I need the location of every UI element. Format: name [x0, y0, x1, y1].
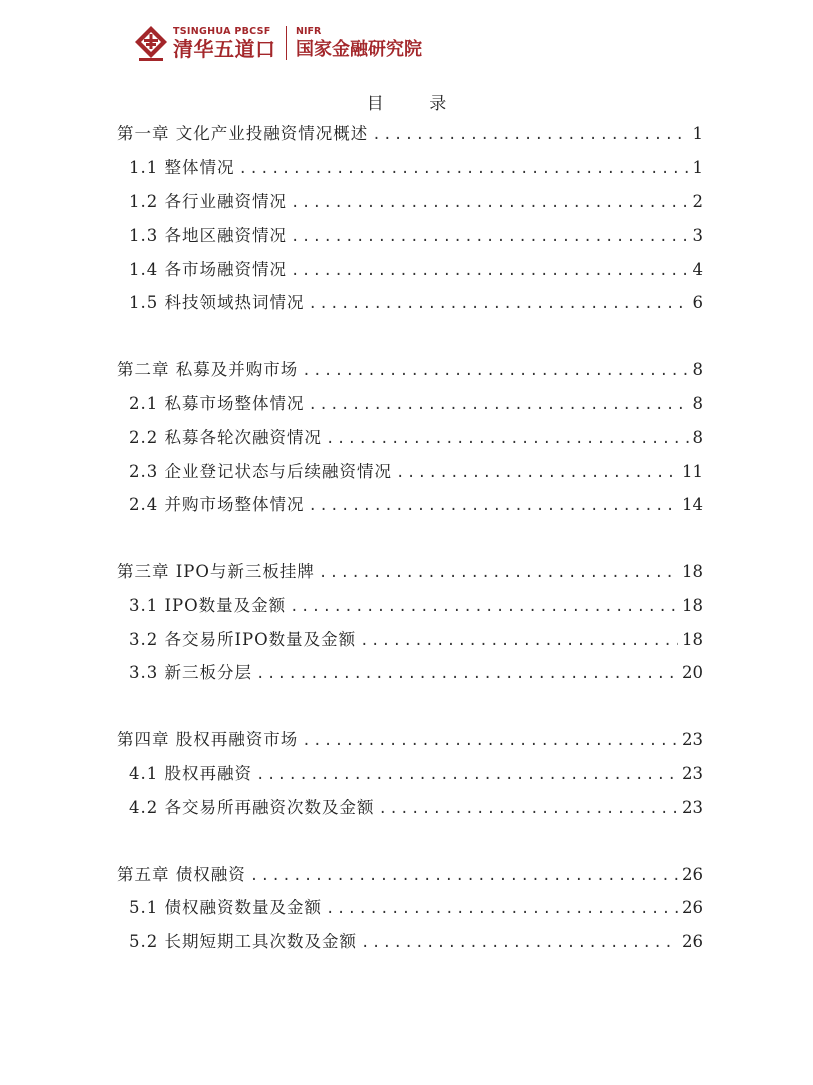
dot-leader	[291, 191, 689, 215]
toc-section-entry[interactable]	[129, 426, 703, 450]
toc-section-entry[interactable]	[129, 156, 703, 180]
toc-entry-label: 4.1 股权再融资	[129, 764, 252, 783]
toc-entry-label: 第三章 IPO与新三板挂牌	[117, 562, 315, 581]
toc-section-entry[interactable]	[129, 661, 703, 685]
toc-page-number: 20	[682, 663, 703, 682]
toc-chapter-entry[interactable]	[117, 728, 703, 752]
toc-page-number: 26	[682, 865, 703, 884]
toc-page-number: 1	[692, 158, 703, 177]
toc-page-number: 8	[692, 394, 703, 413]
dot-leader	[309, 393, 689, 417]
toc-entry-label: 3.2 各交易所IPO数量及金额	[129, 630, 357, 649]
toc-section-entry[interactable]	[129, 392, 703, 416]
institute-english-name: NIFR	[296, 26, 322, 38]
toc-entry-label: 3.3 新三板分层	[129, 663, 252, 682]
toc-chapter-entry[interactable]	[117, 560, 703, 584]
dot-leader	[361, 931, 678, 955]
toc-section-entry[interactable]	[129, 291, 703, 315]
toc-page-number: 18	[682, 562, 703, 581]
toc-section-entry[interactable]	[129, 190, 703, 214]
toc-page-number: 2	[692, 192, 703, 211]
dot-leader	[360, 629, 678, 653]
dot-leader	[291, 259, 689, 283]
toc-page-number: 1	[692, 124, 703, 143]
toc-section-entry[interactable]	[129, 460, 703, 484]
dot-leader	[326, 427, 689, 451]
toc-entry-label: 第四章 股权再融资市场	[117, 730, 299, 749]
toc-entry-label: 2.2 私募各轮次融资情况	[129, 428, 322, 447]
dot-leader	[309, 494, 679, 518]
toc-entry-label: 1.4 各市场融资情况	[129, 260, 287, 279]
toc-page-number: 26	[682, 898, 703, 917]
dot-leader	[379, 797, 679, 821]
toc-entry-label: 1.3 各地区融资情况	[129, 226, 287, 245]
toc-page-number: 14	[682, 495, 703, 514]
dot-leader	[372, 123, 688, 147]
toc-chapter-entry[interactable]	[117, 358, 703, 382]
dot-leader	[239, 157, 689, 181]
dot-leader	[291, 225, 689, 249]
toc-chapter-entry[interactable]	[117, 863, 703, 887]
dot-leader	[256, 763, 678, 787]
toc-entry-label: 第二章 私募及并购市场	[117, 360, 299, 379]
toc-page-number: 8	[692, 428, 703, 447]
toc-entry-label: 第一章 文化产业投融资情况概述	[117, 124, 369, 143]
toc-entry-label: 2.1 私募市场整体情况	[129, 394, 305, 413]
toc-section-entry[interactable]	[129, 628, 703, 652]
toc-page-number: 18	[682, 630, 703, 649]
toc-page-number: 23	[682, 730, 703, 749]
toc-title: 目 录	[366, 94, 467, 114]
toc-section-entry[interactable]	[129, 796, 703, 820]
institute-chinese-name: 国家金融研究院	[296, 38, 422, 60]
toc-entry-label: 1.2 各行业融资情况	[129, 192, 287, 211]
dot-leader	[319, 561, 678, 585]
toc-section-entry[interactable]	[129, 594, 703, 618]
dot-leader	[290, 595, 678, 619]
brand-chinese-name: 清华五道口	[173, 37, 276, 62]
toc-section-entry[interactable]	[129, 258, 703, 282]
toc-entry-label: 1.5 科技领域热词情况	[129, 293, 305, 312]
toc-entry-label: 5.1 债权融资数量及金额	[129, 898, 322, 917]
toc-entry-label: 3.1 IPO数量及金额	[129, 596, 287, 615]
toc-entry-label: 4.2 各交易所再融资次数及金额	[129, 798, 375, 817]
toc-page-number: 4	[692, 260, 703, 279]
toc-entry-label: 2.4 并购市场整体情况	[129, 495, 305, 514]
toc-section-entry[interactable]	[129, 493, 703, 517]
dot-leader	[326, 897, 678, 921]
dot-leader	[396, 461, 678, 485]
toc-page-number: 6	[692, 293, 703, 312]
toc-page-number: 23	[682, 764, 703, 783]
toc-section-entry[interactable]	[129, 930, 703, 954]
toc-section-entry[interactable]	[129, 224, 703, 248]
dot-leader	[250, 864, 678, 888]
toc-page-number: 11	[682, 462, 703, 481]
dot-leader	[302, 359, 688, 383]
toc-section-entry[interactable]	[129, 762, 703, 786]
toc-section-entry[interactable]	[129, 896, 703, 920]
toc-page-number: 18	[682, 596, 703, 615]
toc-entry-label: 5.2 长期短期工具次数及金额	[129, 932, 357, 951]
toc-page-number: 3	[692, 226, 703, 245]
dot-leader	[302, 729, 678, 753]
brand-english-name: TSINGHUA PBCSF	[173, 25, 271, 37]
toc-page-number: 23	[682, 798, 703, 817]
toc-entry-label: 1.1 整体情况	[129, 158, 235, 177]
toc-page-number: 8	[692, 360, 703, 379]
dot-leader	[256, 662, 678, 686]
toc-entry-label: 2.3 企业登记状态与后续融资情况	[129, 462, 392, 481]
toc-page-number: 26	[682, 932, 703, 951]
dot-leader	[309, 292, 689, 316]
toc-entry-label: 第五章 债权融资	[117, 865, 246, 884]
toc-chapter-entry[interactable]	[117, 122, 703, 146]
